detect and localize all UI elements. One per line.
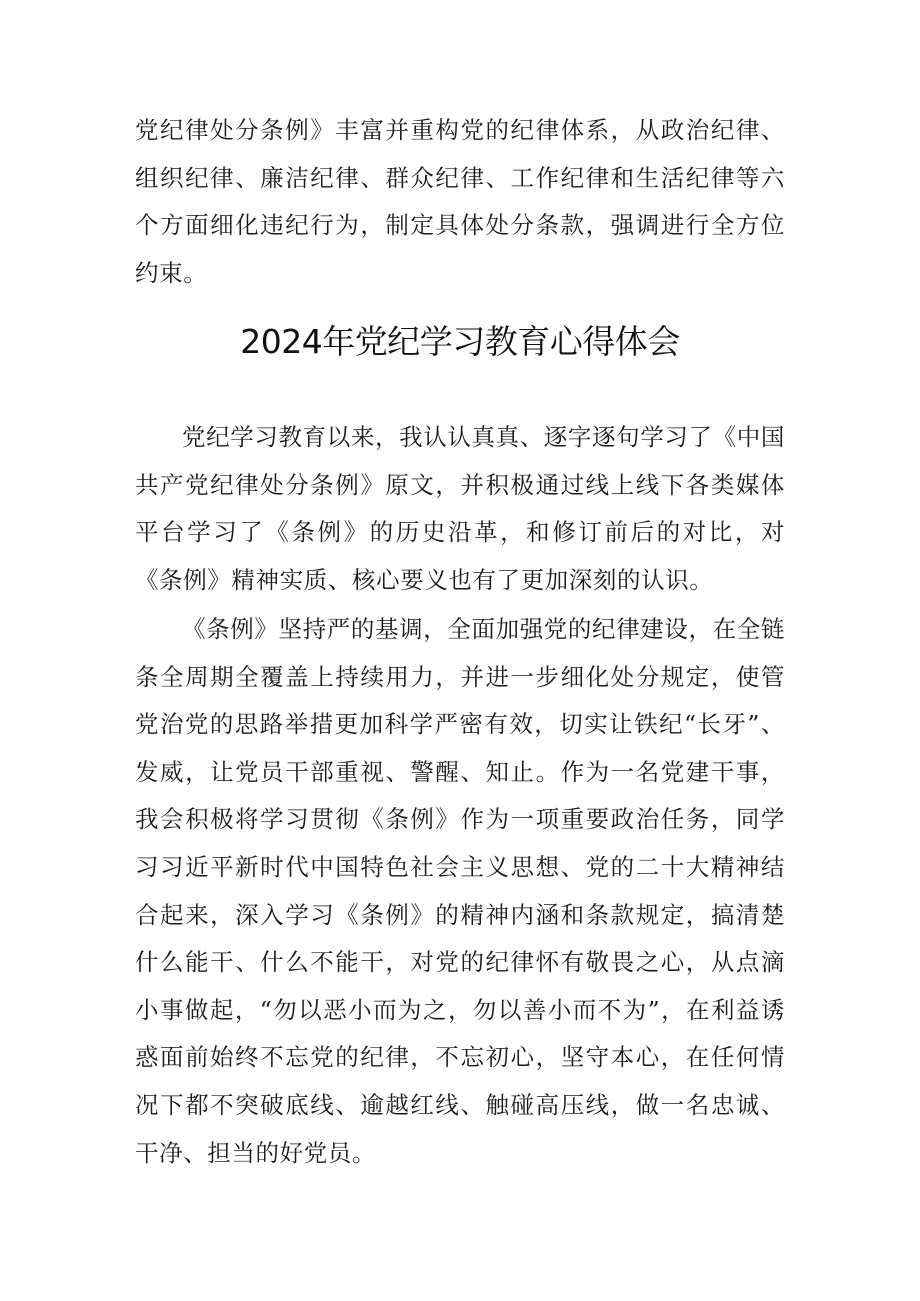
body-paragraph-1: 党纪学习教育以来，我认认真真、逐字逐句学习了《中国共产党纪律处分条例》原文，并积极通过线上线下各类媒体平台学习了《条例》的历史沿革，和修订前后的对比，对《条例》精神实质、核心要义也有了更加深刻的认识。	[135, 423, 785, 594]
document-title: 2024年党纪学习教育心得体会	[240, 322, 680, 361]
continuation-paragraph: 党纪律处分条例》丰富并重构党的纪律体系，从政治纪律、组织纪律、廉洁纪律、群众纪律、工作纪律和生活纪律等六个方面细化违纪行为，制定具体处分条款，强调进行全方位约束。	[135, 116, 785, 287]
body-paragraph-2: 《条例》坚持严的基调，全面加强党的纪律建设，在全链条全周期全覆盖上持续用力，并进一步细化处分规定，使管党治党的思路举措更加科学严密有效，切实让铁纪“长牙”、发威，让党员干部重视、警醒、知止。作为一名党建干事，我会积极将学习贯彻《条例》作为一项重要政治任务，同学习习近平新时代中国特色社会主义思想、党的二十大精神结合起来，深入学习《条例》的精神内涵和条款规定，搞清楚什么能干、什么不能干，对党的纪律怀有敬畏之心，从点滴小事做起，“勿以恶小而为之，勿以善小而不为”，在利益诱惑面前始终不忘党的纪律，不忘初心，坚守本心，在任何情况下都不突破底线、逾越红线、触碰高压线，做一名忠诚、干净、担当的好党员。	[135, 615, 785, 1167]
